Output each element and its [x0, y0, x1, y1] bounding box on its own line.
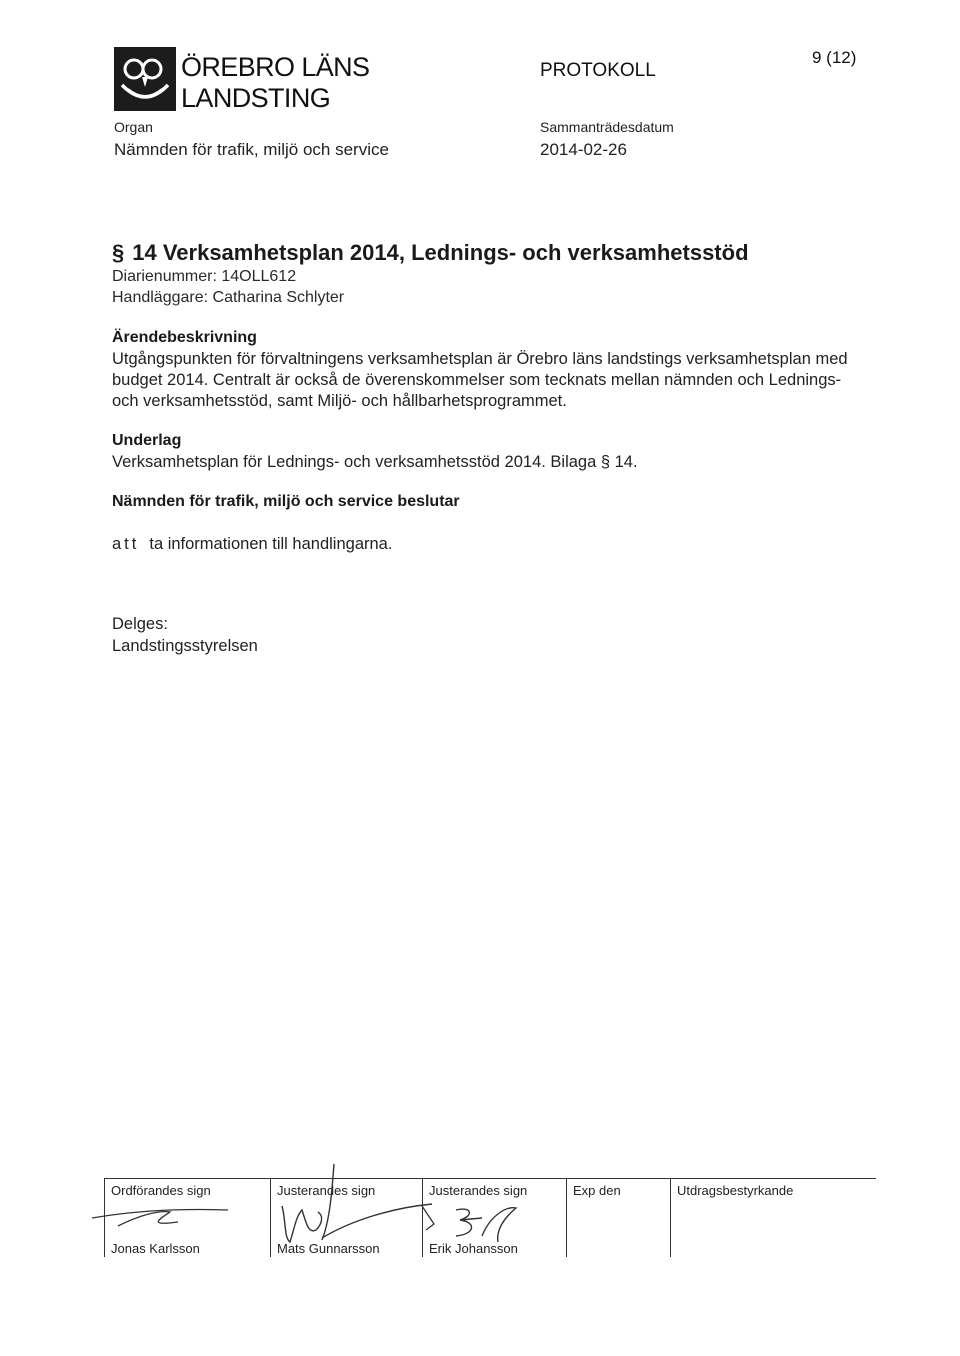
signature-cell-certified — [670, 1179, 877, 1257]
date-label: Sammanträdesdatum — [540, 119, 674, 135]
decision-heading: Nämnden för trafik, miljö och service beslutar — [112, 493, 460, 510]
organization-name-line1: ÖREBRO LÄNS — [181, 52, 370, 82]
distribution-label: Delges: — [112, 615, 168, 633]
signature-name: Mats Gunnarsson — [277, 1241, 380, 1256]
paragraph-sign: § — [112, 240, 125, 265]
signature-cell-adjuster-1 — [270, 1179, 423, 1257]
signature-cell-chair — [104, 1179, 271, 1257]
decision-content: ta informationen till handlingarna. — [149, 535, 393, 553]
document-type: PROTOKOLL — [540, 60, 656, 81]
meeting-date: 2014-02-26 — [540, 140, 627, 159]
signature-name: Erik Johansson — [429, 1241, 518, 1256]
signature-label: Exp den — [573, 1183, 621, 1198]
decision-att: att — [112, 535, 140, 553]
organ-value: Nämnden för trafik, miljö och service — [114, 140, 389, 159]
organization-name — [181, 52, 369, 114]
decision-text — [112, 534, 872, 555]
landsting-logo — [114, 47, 176, 111]
section-title — [112, 240, 749, 266]
organ-label: Organ — [114, 119, 153, 135]
basis-heading: Underlag — [112, 432, 182, 449]
signature-cell-expedited — [566, 1179, 671, 1257]
signature-table — [104, 1178, 876, 1257]
organization-name-line2: LANDSTING — [181, 83, 331, 113]
diary-number: Diarienummer: 14OLL612 — [112, 268, 297, 285]
page-number: 9 (12) — [812, 48, 857, 67]
case-description-text: Utgångspunkten för förvaltningens verksamhetsplan är Örebro läns landstings verksamhetsplan med budget 2014. Centralt är också de överenskommelser som tecknats mellan nämnden och Lednings- och verksamhetsstöd, samt Miljö- och hållbarhetsprogrammet. — [112, 350, 848, 410]
distribution-recipient: Landstingsstyrelsen — [112, 637, 258, 655]
signature-label: Utdragsbestyrkande — [677, 1183, 794, 1198]
signature-label: Justerandes sign — [277, 1183, 376, 1198]
signature-cell-adjuster-2 — [422, 1179, 567, 1257]
signature-name: Jonas Karlsson — [111, 1241, 200, 1256]
logo-emblem-icon — [114, 47, 176, 111]
case-description-heading: Ärendebeskrivning — [112, 329, 257, 346]
case-handler: Handläggare: Catharina Schlyter — [112, 289, 345, 306]
signature-label: Justerandes sign — [429, 1183, 528, 1198]
signature-label: Ordförandes sign — [111, 1183, 211, 1198]
section-title-text: 14 Verksamhetsplan 2014, Lednings- och verksamhetsstöd — [132, 240, 749, 265]
basis-text: Verksamhetsplan för Lednings- och verksamhetsstöd 2014. Bilaga § 14. — [112, 453, 638, 471]
